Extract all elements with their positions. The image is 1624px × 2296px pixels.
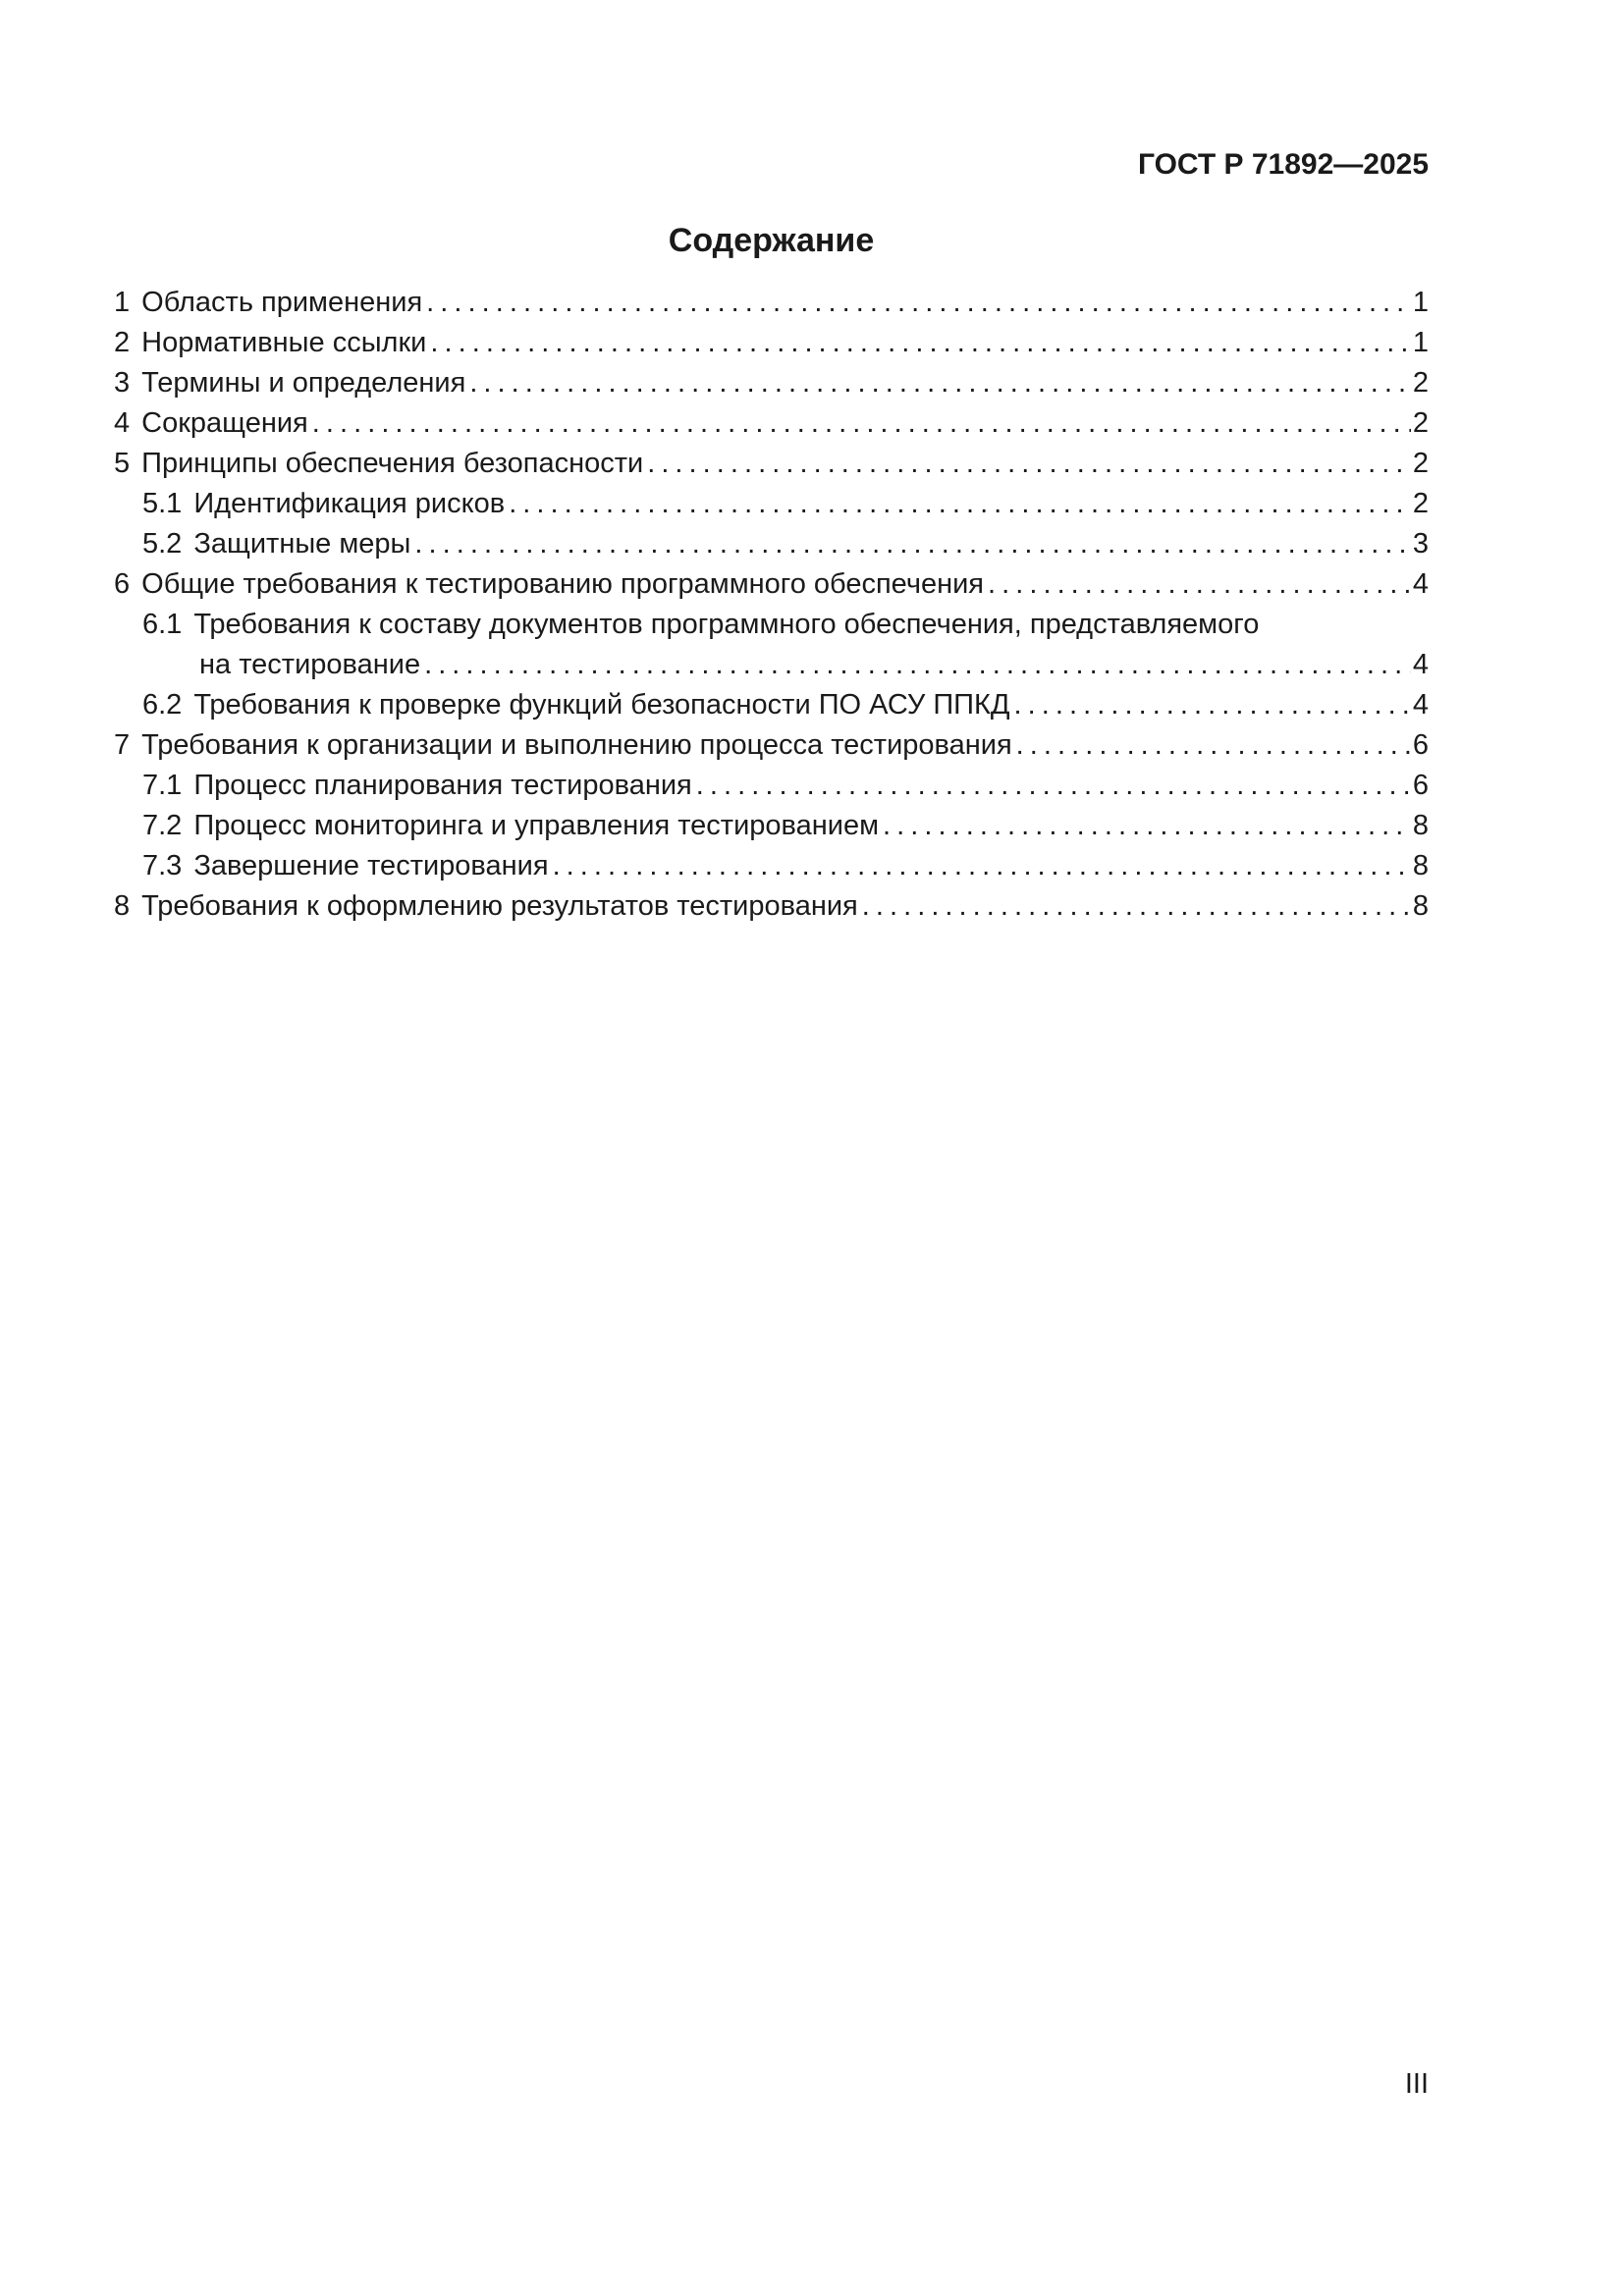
toc-row [114, 806, 1429, 846]
toc-entry-page: 2 [1412, 367, 1429, 399]
toc-entry-page: 8 [1412, 850, 1429, 881]
toc-row [114, 645, 1429, 685]
toc-entry-label: Завершение тестирования [193, 850, 549, 881]
toc-entry-number: 1 [114, 287, 131, 318]
page-number-footer: III [1404, 2068, 1429, 2100]
toc-entry-number: 7.1 [142, 770, 183, 801]
toc-row [114, 484, 1429, 524]
toc-entry-label: на тестирование [199, 649, 421, 680]
toc-dot-leader [414, 524, 1410, 564]
toc-entry-label: Требования к оформлению результатов тестирования [141, 890, 858, 922]
toc-entry-page: 6 [1412, 729, 1429, 761]
toc-entry-number: 7 [114, 729, 131, 761]
toc-row [114, 886, 1429, 927]
toc-entry-page: 4 [1412, 649, 1429, 680]
toc-entry-number: 7.2 [142, 810, 183, 841]
toc-entry-label: Область применения [141, 287, 423, 318]
toc-dot-leader [426, 283, 1411, 323]
toc-entry-number: 2 [114, 327, 131, 358]
toc-entry-page: 2 [1412, 448, 1429, 479]
toc-entry-page: 2 [1412, 488, 1429, 519]
toc-entry-page: 2 [1412, 407, 1429, 439]
toc-dot-leader [553, 846, 1411, 886]
toc-row [114, 524, 1429, 564]
toc-entry-page: 4 [1412, 689, 1429, 721]
toc-entry-number: 6.1 [142, 609, 183, 640]
toc-entry-number: 5.1 [142, 488, 183, 519]
toc-entry-label: Сокращения [141, 407, 308, 439]
toc-entry-label: Идентификация рисков [193, 488, 506, 519]
toc-dot-leader [430, 323, 1411, 363]
toc-row [114, 283, 1429, 323]
toc-entry-number: 4 [114, 407, 131, 439]
toc-row [114, 605, 1429, 645]
table-of-contents [114, 283, 1429, 927]
toc-dot-leader [312, 403, 1411, 444]
toc-row [114, 685, 1429, 725]
toc-dot-leader [509, 484, 1411, 524]
toc-entry-page: 3 [1412, 528, 1429, 560]
toc-entry-number: 5 [114, 448, 131, 479]
toc-entry-number: 8 [114, 890, 131, 922]
toc-row [114, 725, 1429, 766]
toc-row [114, 363, 1429, 403]
toc-entry-number: 7.3 [142, 850, 183, 881]
toc-dot-leader [696, 766, 1411, 806]
toc-entry-label: Нормативные ссылки [141, 327, 427, 358]
toc-entry-page: 1 [1412, 327, 1429, 358]
toc-entry-label: Процесс мониторинга и управления тестированием [193, 810, 880, 841]
toc-entry-label: Требования к проверке функций безопасности ПО АСУ ППКД [193, 689, 1010, 721]
toc-entry-number: 3 [114, 367, 131, 399]
toc-dot-leader [1016, 725, 1411, 766]
toc-entry-label: Принципы обеспечения безопасности [141, 448, 644, 479]
toc-row [114, 444, 1429, 484]
toc-row [114, 323, 1429, 363]
page-title: Содержание [668, 222, 875, 259]
toc-dot-leader [1014, 685, 1411, 725]
toc-entry-page: 8 [1412, 890, 1429, 922]
toc-dot-leader [988, 564, 1411, 605]
toc-row [114, 403, 1429, 444]
toc-entry-label: Термины и определения [141, 367, 466, 399]
toc-dot-leader [883, 806, 1411, 846]
toc-entry-label: Защитные меры [193, 528, 411, 560]
toc-row [114, 564, 1429, 605]
toc-row [114, 766, 1429, 806]
toc-row [114, 846, 1429, 886]
toc-dot-leader [647, 444, 1411, 484]
standard-code-header: ГОСТ Р 71892—2025 [1137, 148, 1429, 181]
toc-entry-label: Общие требования к тестированию программного обеспечения [141, 568, 984, 600]
toc-entry-page: 4 [1412, 568, 1429, 600]
toc-dot-leader [424, 645, 1411, 685]
toc-entry-number: 6.2 [142, 689, 183, 721]
toc-entry-number: 5.2 [142, 528, 183, 560]
toc-entry-label: Требования к организации и выполнению процесса тестирования [141, 729, 1012, 761]
toc-dot-leader [862, 886, 1411, 927]
toc-dot-leader [469, 363, 1411, 403]
toc-entry-label: Требования к составу документов программного обеспечения, представляемого [193, 609, 1260, 640]
toc-entry-label: Процесс планирования тестирования [193, 770, 692, 801]
toc-entry-page: 6 [1412, 770, 1429, 801]
toc-entry-page: 1 [1412, 287, 1429, 318]
toc-entry-number: 6 [114, 568, 131, 600]
toc-entry-page: 8 [1412, 810, 1429, 841]
